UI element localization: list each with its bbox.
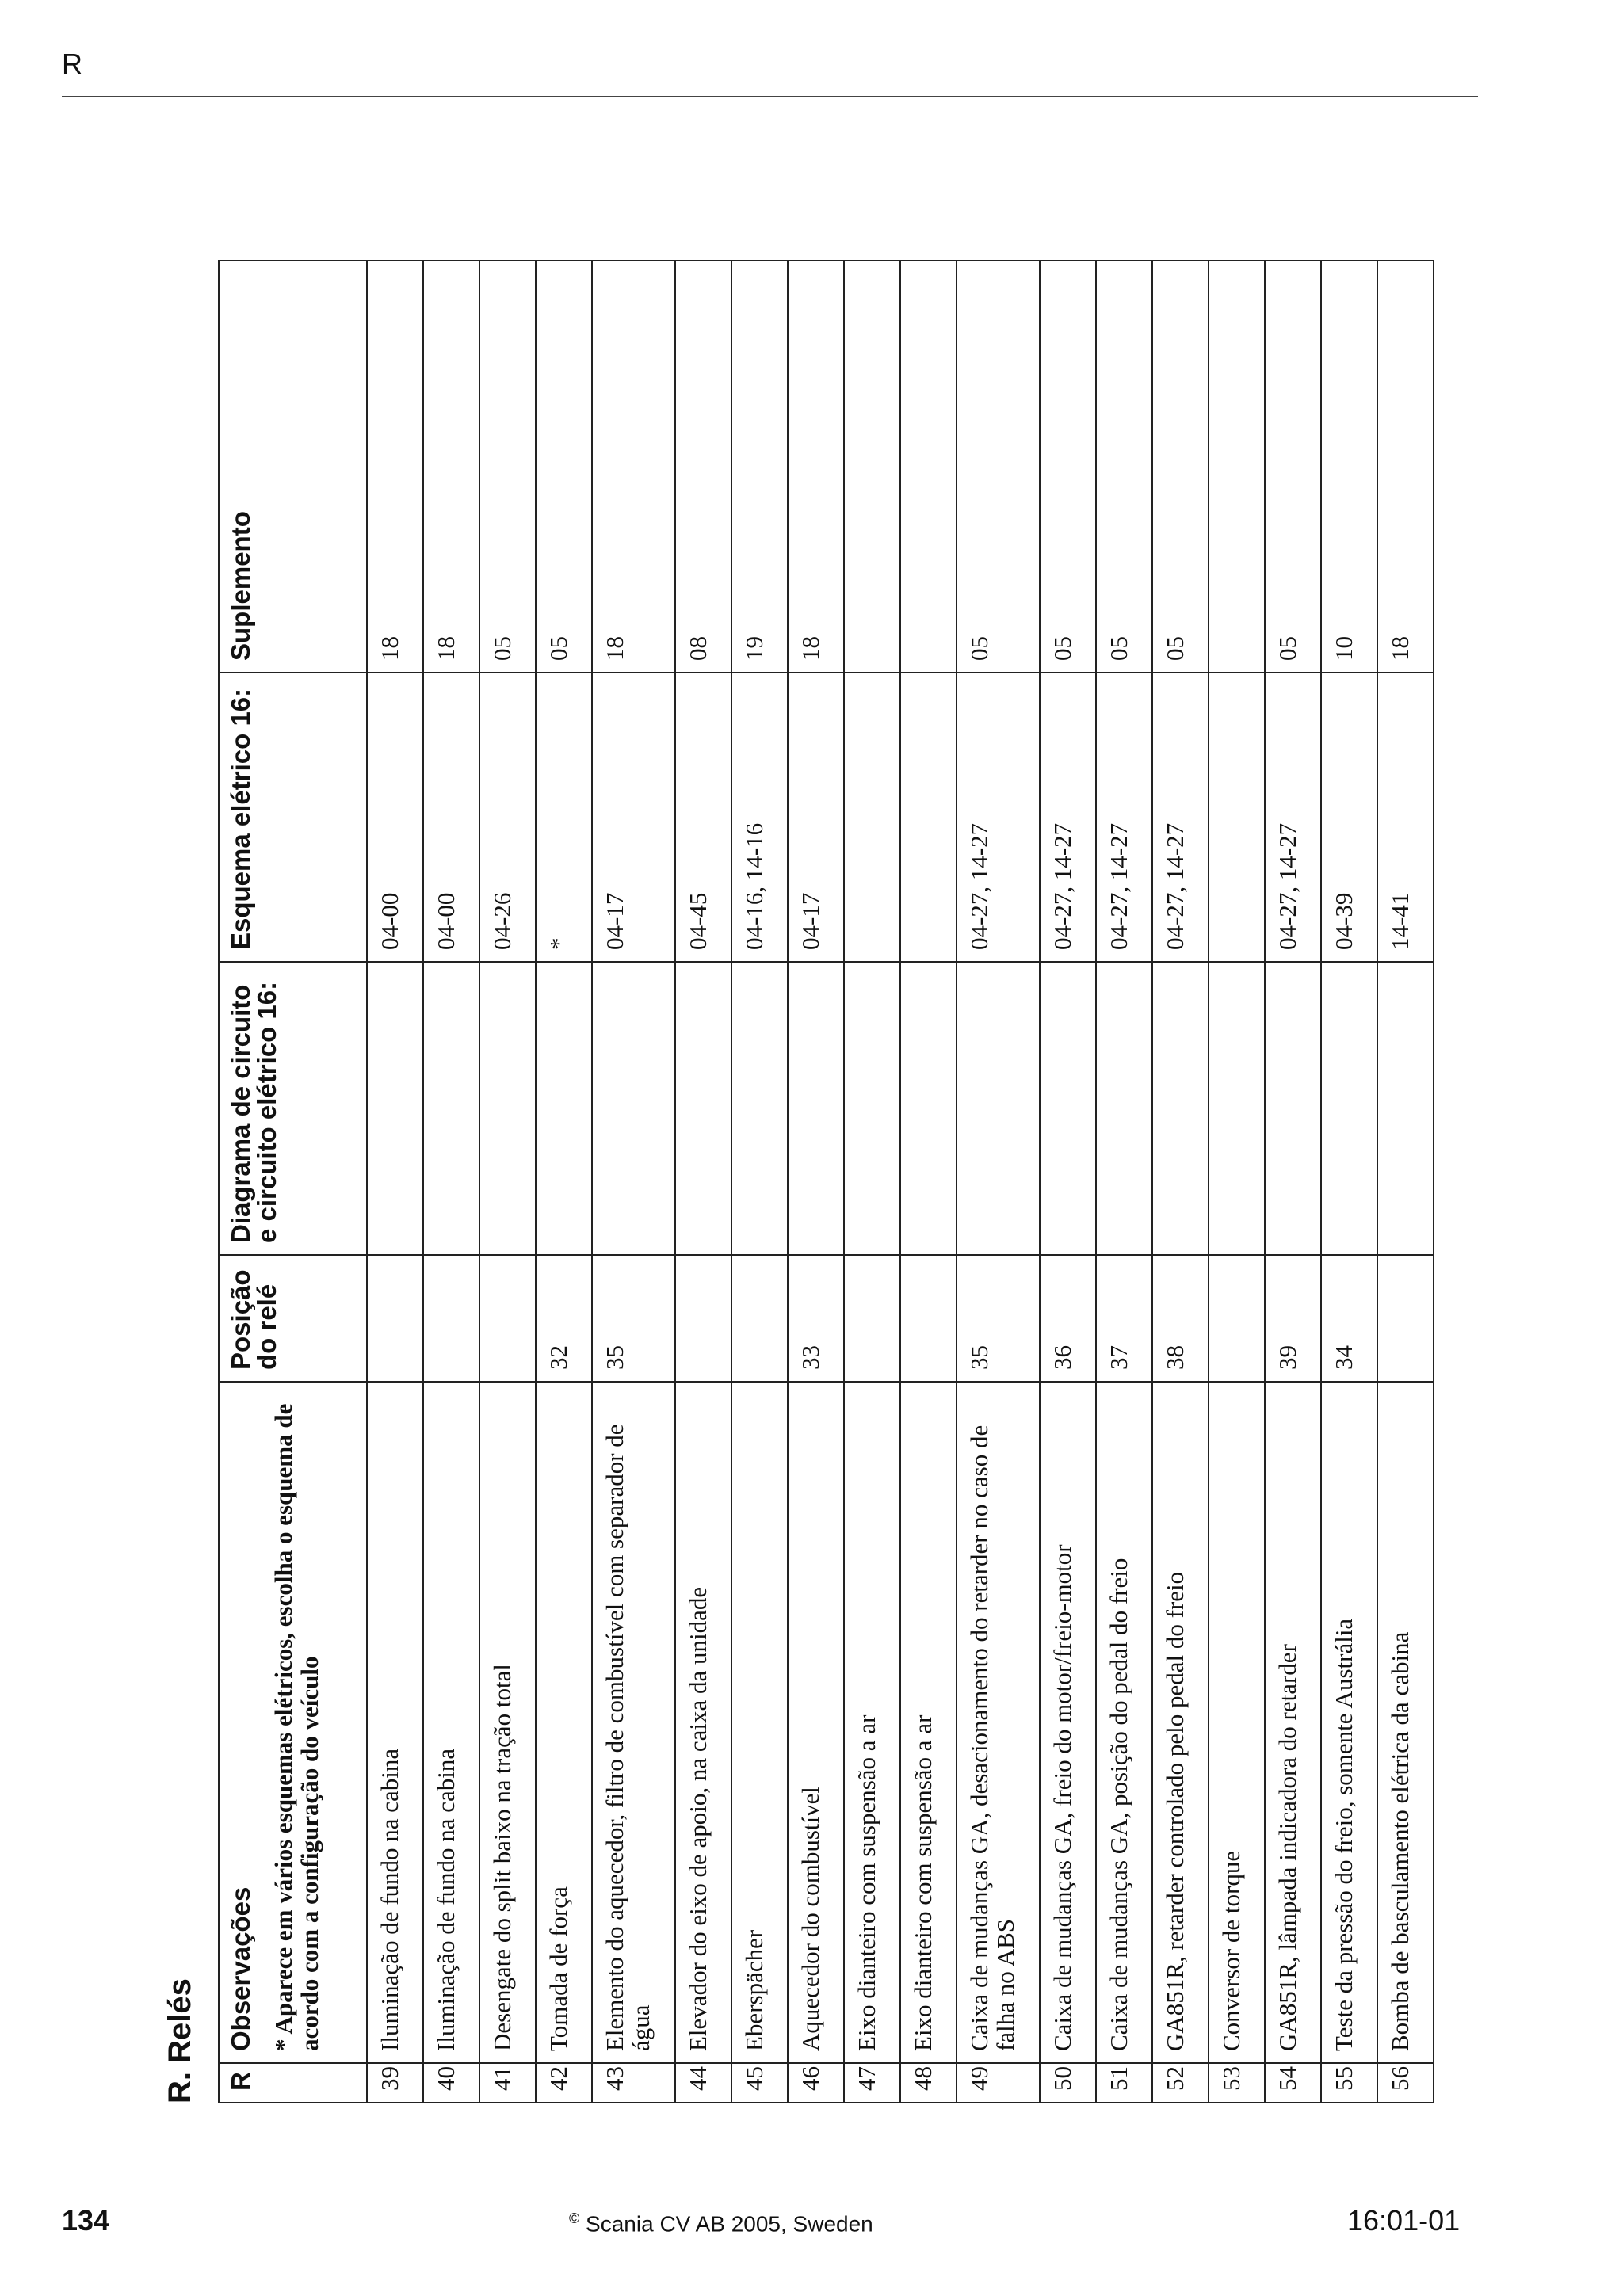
rotated-content — [162, 107, 1446, 2103]
cell-diagrama — [788, 962, 844, 1255]
cell-r: 44 — [675, 2063, 731, 2103]
cell-r: 45 — [731, 2063, 788, 2103]
cell-observacoes: GA851R, lâmpada indicadora do retarder — [1265, 1382, 1321, 2063]
cell-suplemento — [1209, 261, 1265, 673]
table-row — [675, 261, 731, 2103]
cell-suplemento — [900, 261, 957, 673]
cell-posicao: 35 — [592, 1255, 675, 1382]
table-header-row — [219, 261, 367, 2103]
table-row — [844, 261, 900, 2103]
cell-suplemento: 10 — [1321, 261, 1377, 673]
cell-posicao: 38 — [1152, 1255, 1209, 1382]
cell-esquema — [844, 673, 900, 962]
cell-r: 50 — [1040, 2063, 1096, 2103]
cell-esquema — [1209, 673, 1265, 962]
table-row — [788, 261, 844, 2103]
cell-esquema: 04-17 — [788, 673, 844, 962]
cell-observacoes: Eberspächer — [731, 1382, 788, 2063]
cell-r: 49 — [957, 2063, 1040, 2103]
cell-esquema: 04-00 — [423, 673, 479, 962]
cell-observacoes: Caixa de mudanças GA, freio do motor/freio-motor — [1040, 1382, 1096, 2063]
cell-suplemento: 05 — [1265, 261, 1321, 673]
cell-observacoes: Iluminação de fundo na cabina — [423, 1382, 479, 2063]
cell-posicao — [844, 1255, 900, 1382]
cell-esquema: 04-27, 14-27 — [1096, 673, 1152, 962]
cell-observacoes: Eixo dianteiro com suspensão a ar — [844, 1382, 900, 2063]
table-row — [423, 261, 479, 2103]
cell-diagrama — [1321, 962, 1377, 1255]
cell-observacoes: Conversor de torque — [1209, 1382, 1265, 2063]
column-header-esquema: Esquema elétrico 16: — [219, 673, 367, 962]
cell-posicao: 33 — [788, 1255, 844, 1382]
column-header-observacoes-label: Observações — [226, 1886, 255, 2051]
cell-esquema: 04-27, 14-27 — [957, 673, 1040, 962]
cell-diagrama — [1209, 962, 1265, 1255]
cell-r: 40 — [423, 2063, 479, 2103]
cell-observacoes: Caixa de mudanças GA, desacionamento do retarder no caso de falha no ABS — [957, 1382, 1040, 2063]
cell-observacoes: Bomba de basculamento elétrica da cabina — [1377, 1382, 1434, 2063]
cell-diagrama — [367, 962, 423, 1255]
cell-diagrama — [1096, 962, 1152, 1255]
relays-table — [218, 260, 1434, 2103]
table-row — [1265, 261, 1321, 2103]
cell-esquema: 04-26 — [479, 673, 536, 962]
cell-diagrama — [844, 962, 900, 1255]
cell-diagrama — [592, 962, 675, 1255]
cell-suplemento: 18 — [592, 261, 675, 673]
cell-r: 52 — [1152, 2063, 1209, 2103]
column-header-note: * Aparece em vários esquemas elétricos, escolha o esquema de acordo com a configuração do veículo — [269, 1403, 323, 2051]
cell-esquema: 04-16, 14-16 — [731, 673, 788, 962]
cell-suplemento — [844, 261, 900, 673]
column-header-suplemento: Suplemento — [219, 261, 367, 673]
cell-posicao — [731, 1255, 788, 1382]
cell-diagrama — [479, 962, 536, 1255]
cell-esquema: 04-27, 14-27 — [1152, 673, 1209, 962]
copyright-text: Scania CV AB 2005, Sweden — [586, 2211, 873, 2237]
table-row — [1040, 261, 1096, 2103]
copyright — [569, 2210, 873, 2237]
cell-suplemento: 18 — [423, 261, 479, 673]
table-row — [731, 261, 788, 2103]
cell-diagrama — [1040, 962, 1096, 1255]
cell-r: 43 — [592, 2063, 675, 2103]
column-header-r: R — [219, 2063, 367, 2103]
cell-diagrama — [731, 962, 788, 1255]
cell-observacoes: GA851R, retarder controlado pelo pedal do freio — [1152, 1382, 1209, 2063]
cell-r: 55 — [1321, 2063, 1377, 2103]
cell-observacoes: Caixa de mudanças GA, posição do pedal do freio — [1096, 1382, 1152, 2063]
cell-esquema — [900, 673, 957, 962]
cell-r: 46 — [788, 2063, 844, 2103]
copyright-symbol: © — [569, 2210, 580, 2226]
cell-suplemento: 05 — [1096, 261, 1152, 673]
cell-posicao — [900, 1255, 957, 1382]
cell-suplemento: 18 — [788, 261, 844, 673]
cell-posicao — [479, 1255, 536, 1382]
cell-diagrama — [1265, 962, 1321, 1255]
cell-r: 39 — [367, 2063, 423, 2103]
cell-suplemento: 05 — [1040, 261, 1096, 673]
cell-observacoes: Desengate do split baixo na tração total — [479, 1382, 536, 2063]
cell-r: 47 — [844, 2063, 900, 2103]
table-row — [1209, 261, 1265, 2103]
cell-suplemento: 05 — [536, 261, 592, 673]
table-row — [367, 261, 423, 2103]
cell-r: 51 — [1096, 2063, 1152, 2103]
page-number: 134 — [62, 2204, 110, 2237]
cell-r: 56 — [1377, 2063, 1434, 2103]
cell-r: 48 — [900, 2063, 957, 2103]
cell-posicao — [367, 1255, 423, 1382]
table-row — [592, 261, 675, 2103]
cell-observacoes: Iluminação de fundo na cabina — [367, 1382, 423, 2063]
cell-posicao: 32 — [536, 1255, 592, 1382]
cell-diagrama — [1377, 962, 1434, 1255]
cell-r: 41 — [479, 2063, 536, 2103]
cell-posicao: 39 — [1265, 1255, 1321, 1382]
cell-esquema: 04-27, 14-27 — [1265, 673, 1321, 962]
header-divider — [62, 96, 1478, 97]
cell-observacoes: Tomada de força — [536, 1382, 592, 2063]
cell-suplemento: 08 — [675, 261, 731, 673]
cell-observacoes: Aquecedor do combustível — [788, 1382, 844, 2063]
table-row — [1321, 261, 1377, 2103]
cell-suplemento: 18 — [367, 261, 423, 673]
table-row — [900, 261, 957, 2103]
cell-diagrama — [1152, 962, 1209, 1255]
cell-posicao: 36 — [1040, 1255, 1096, 1382]
cell-suplemento: 05 — [1152, 261, 1209, 673]
cell-r: 53 — [1209, 2063, 1265, 2103]
column-header-observacoes — [219, 1382, 367, 2063]
cell-posicao: 37 — [1096, 1255, 1152, 1382]
cell-posicao — [1377, 1255, 1434, 1382]
cell-esquema: 04-17 — [592, 673, 675, 962]
cell-esquema: 14-41 — [1377, 673, 1434, 962]
table-row — [1152, 261, 1209, 2103]
cell-esquema: 04-00 — [367, 673, 423, 962]
header-section-letter: R — [62, 48, 82, 80]
cell-diagrama — [957, 962, 1040, 1255]
cell-r: 54 — [1265, 2063, 1321, 2103]
column-header-posicao: Posição do relé — [219, 1255, 367, 1382]
table-row — [957, 261, 1040, 2103]
document-code: 16:01-01 — [1347, 2204, 1461, 2237]
cell-esquema: 04-27, 14-27 — [1040, 673, 1096, 962]
cell-observacoes: Teste da pressão do freio, somente Austrália — [1321, 1382, 1377, 2063]
cell-posicao — [675, 1255, 731, 1382]
cell-diagrama — [675, 962, 731, 1255]
cell-esquema: * — [536, 673, 592, 962]
table-row — [479, 261, 536, 2103]
cell-suplemento: 19 — [731, 261, 788, 673]
section-title: R. Relés — [162, 1978, 197, 2103]
table-row — [1377, 261, 1434, 2103]
cell-suplemento: 05 — [479, 261, 536, 673]
table-body — [367, 261, 1434, 2103]
cell-diagrama — [423, 962, 479, 1255]
cell-posicao: 35 — [957, 1255, 1040, 1382]
cell-observacoes: Elevador do eixo de apoio, na caixa da unidade — [675, 1382, 731, 2063]
cell-esquema: 04-39 — [1321, 673, 1377, 962]
cell-diagrama — [536, 962, 592, 1255]
column-header-diagrama: Diagrama de circuito e circuito elétrico 16: — [219, 962, 367, 1255]
cell-r: 42 — [536, 2063, 592, 2103]
cell-posicao: 34 — [1321, 1255, 1377, 1382]
cell-observacoes: Elemento do aquecedor, filtro de combustível com separador de água — [592, 1382, 675, 2063]
table-row — [1096, 261, 1152, 2103]
cell-suplemento: 18 — [1377, 261, 1434, 673]
cell-observacoes: Eixo dianteiro com suspensão a ar — [900, 1382, 957, 2063]
cell-esquema: 04-45 — [675, 673, 731, 962]
cell-posicao — [1209, 1255, 1265, 1382]
table-row — [536, 261, 592, 2103]
cell-suplemento: 05 — [957, 261, 1040, 673]
cell-diagrama — [900, 962, 957, 1255]
cell-posicao — [423, 1255, 479, 1382]
